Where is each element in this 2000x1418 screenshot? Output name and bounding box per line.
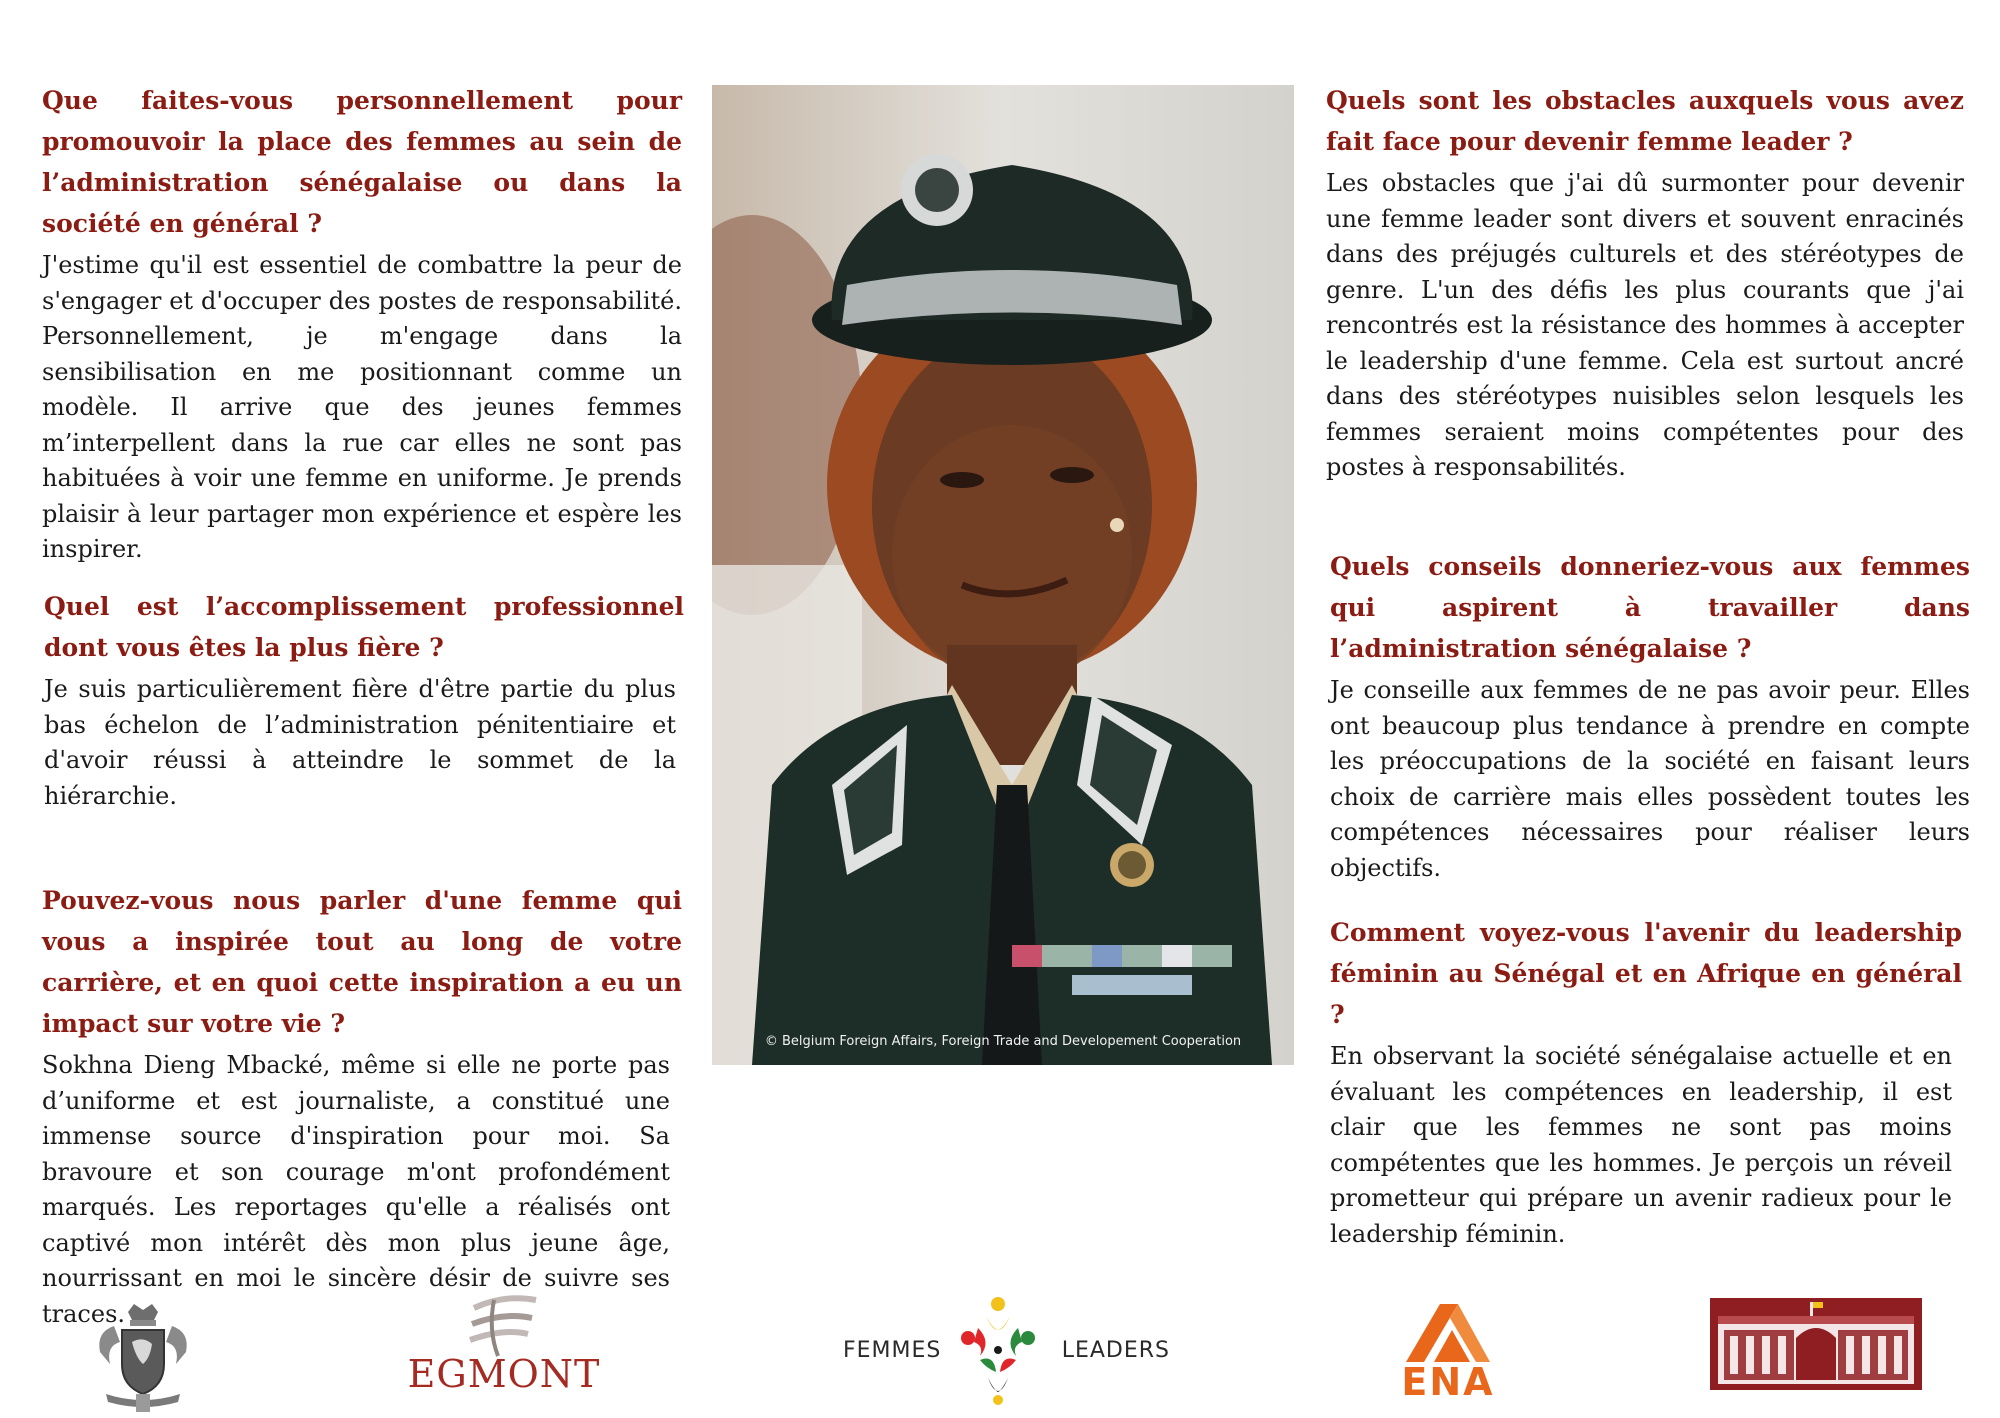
people-circle-icon <box>958 1294 1038 1406</box>
leaders-label: LEADERS <box>1061 1338 1170 1363</box>
question-heading: Que faites-vous personnellement pour promouvoir la place des femmes au sein de l’administration sénégalaise ou dans la société en général ? <box>42 86 682 238</box>
egmont-wordmark: EGMONT <box>407 1352 601 1396</box>
portrait-illustration <box>712 85 1294 1065</box>
ena-logo <box>1400 1300 1496 1404</box>
portrait-photo <box>712 85 1294 1065</box>
egmont-logo <box>404 1290 604 1410</box>
answer-paragraph: Je suis particulièrement fière d'être partie du plus bas échelon de l’administration pénitentiaire et d'avoir réussi à atteindre le sommet de la hiérarchie. <box>44 675 676 810</box>
answer-paragraph: J'estime qu'il est essentiel de combattre la peur de s'engager et d'occuper des postes de responsabilité. Personnellement, je m'engage dans la sensibilisation en me positionnant comme un modèle. Il arrive que des jeunes femmes m’interpellent dans la rue car elles ne sont pas habituées à voir une femme en uniforme. Je prends plaisir à leur partager mon expérience et espère les inspirer. <box>42 251 682 563</box>
femmes-leaders-logo <box>830 1294 1170 1406</box>
ena-triangle-icon <box>1400 1300 1496 1366</box>
question-heading: Comment voyez-vous l'avenir du leadership féminin au Sénégal et en Afrique en général ? <box>1330 918 1962 1029</box>
coat-of-arms-icon <box>92 1302 194 1414</box>
qa-block-accomplishment <box>44 586 684 814</box>
question-heading: Pouvez-vous nous parler d'une femme qui vous a inspirée tout au long de votre carrière, et en quoi cette inspiration a eu un impact sur votre vie ? <box>42 886 682 1038</box>
building-icon <box>1710 1298 1922 1390</box>
answer-paragraph: Je conseille aux femmes de ne pas avoir peur. Elles ont beaucoup plus tendance à prendre en compte les préoccupations de la société en faisant leurs choix de carrière mais elles possèdent toutes les compétences nécessaires pour réaliser leurs objectifs. <box>1330 676 1970 882</box>
belgian-coat-of-arms-logo <box>92 1302 194 1414</box>
qa-block-advice <box>1330 546 1970 886</box>
qa-block-promotion <box>42 80 682 568</box>
qa-block-obstacles <box>1326 80 1964 486</box>
answer-paragraph: En observant la société sénégalaise actuelle et en évaluant les compétences en leadership, il est clair que les femmes ne sont pas moins compétentes que les hommes. Je perçois un réveil prometteur qui prépare un avenir radieux pour le leadership féminin. <box>1330 1042 1952 1248</box>
qa-block-future <box>1330 912 1962 1252</box>
answer-paragraph: Les obstacles que j'ai dû surmonter pour devenir une femme leader sont divers et souvent enracinés dans des préjugés culturels et des stéréotypes de genre. L'un des défis les plus courants que j'ai rencontrés est la résistance des hommes à accepter le leadership d'une femme. Cela est surtout ancré dans des stéréotypes nuisibles selon lesquels les femmes seraient moins compétentes pour des postes à responsabilités. <box>1326 169 1964 481</box>
question-heading: Quels conseils donneriez-vous aux femmes qui aspirent à travailler dans l’administration sénégalaise ? <box>1330 552 1970 663</box>
answer-paragraph: Sokhna Dieng Mbacké, même si elle ne porte pas d’uniforme et est journaliste, a constitué une immense source d'inspiration pour moi. Sa bravoure et son courage m'ont profondément marqués. Les reportages qu'elle a réalisés ont captivé mon intérêt dès mon plus jeune âge, nourrissant en moi le sincère désir de suivre ses traces. <box>42 1051 670 1328</box>
question-heading: Quel est l’accomplissement professionnel dont vous êtes la plus fière ? <box>44 592 684 662</box>
qa-block-inspiration <box>42 880 682 1332</box>
photo-credit: © Belgium Foreign Affairs, Foreign Trade and Developement Cooperation <box>764 1034 1242 1049</box>
ena-wordmark: ENA <box>1401 1360 1495 1404</box>
femmes-label: FEMMES <box>843 1338 942 1363</box>
question-heading: Quels sont les obstacles auxquels vous avez fait face pour devenir femme leader ? <box>1326 86 1964 156</box>
ministry-building-logo <box>1710 1298 1922 1390</box>
